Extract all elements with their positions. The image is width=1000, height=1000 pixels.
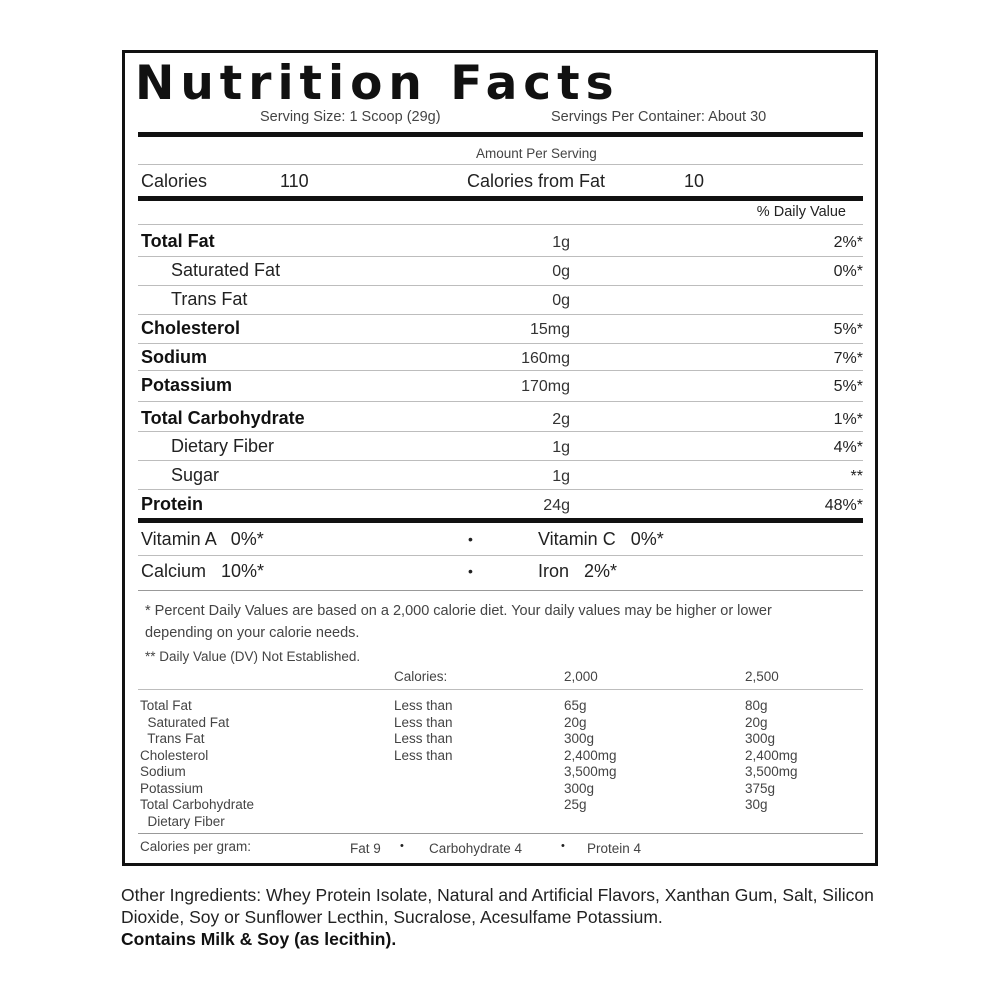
bullet-separator: • bbox=[468, 563, 473, 579]
calcium: Calcium 10%* bbox=[141, 561, 265, 581]
vitamin-a: Vitamin A 0%* bbox=[141, 529, 264, 549]
amount-per-serving: Amount Per Serving bbox=[476, 146, 597, 161]
iron: Iron 2%* bbox=[538, 561, 618, 581]
nutrient-daily-value: 1%* bbox=[833, 411, 863, 428]
percent-dv-footnote-line2: depending on your calorie needs. bbox=[145, 625, 360, 641]
calories-from-fat-label: Calories from Fat bbox=[467, 171, 606, 191]
nutrient-name: Cholesterol bbox=[141, 318, 241, 338]
ref-col1-values: 65g 20g 300g 2,400mg 3,500mg 300g 25g bbox=[564, 698, 617, 812]
nutrient-daily-value: 7%* bbox=[833, 350, 863, 367]
vitamin-c: Vitamin C 0%* bbox=[538, 529, 664, 549]
divider bbox=[138, 431, 863, 432]
bullet-separator: • bbox=[561, 840, 565, 852]
calories-label: Calories bbox=[141, 171, 208, 191]
nutrient-amount: 2g bbox=[552, 411, 570, 428]
percent-dv-footnote-line1: * Percent Daily Values are based on a 2,000 calorie diet. Your daily values may be higher or lower bbox=[145, 603, 772, 619]
nutrient-amount: 0g bbox=[552, 292, 570, 309]
nutrient-daily-value: 48%* bbox=[824, 497, 863, 514]
nutrient-daily-value: 5%* bbox=[833, 378, 863, 395]
divider bbox=[138, 285, 863, 286]
divider bbox=[138, 164, 863, 165]
ref-col2-values: 80g 20g 300g 2,400mg 3,500mg 375g 30g bbox=[745, 698, 798, 812]
divider bbox=[138, 314, 863, 315]
servings-per-container: Servings Per Container: About 30 bbox=[551, 109, 767, 125]
dv-not-established-footnote: ** Daily Value (DV) Not Established. bbox=[145, 649, 361, 664]
nutrient-name: Total Fat bbox=[141, 231, 215, 251]
ref-calories-header: Calories: bbox=[394, 669, 448, 684]
nutrient-amount: 170mg bbox=[521, 378, 570, 395]
serving-size: Serving Size: 1 Scoop (29g) bbox=[260, 109, 441, 125]
divider bbox=[138, 689, 863, 690]
divider bbox=[138, 343, 863, 344]
ref-col1-header: 2,000 bbox=[564, 669, 598, 684]
bullet-separator: • bbox=[468, 531, 473, 547]
nutrient-amount: 15mg bbox=[529, 321, 570, 338]
allergen-statement: Contains Milk & Soy (as lecithin). bbox=[121, 929, 397, 949]
bullet-separator: • bbox=[400, 840, 404, 852]
cpg-protein: Protein 4 bbox=[587, 841, 642, 856]
divider bbox=[138, 460, 863, 461]
nutrient-name: Trans Fat bbox=[171, 289, 248, 309]
nutrient-amount: 1g bbox=[552, 468, 570, 485]
nutrient-daily-value: 4%* bbox=[833, 439, 863, 456]
nutrient-name: Potassium bbox=[141, 375, 233, 395]
nutrient-name: Sugar bbox=[171, 465, 220, 485]
nutrient-amount: 160mg bbox=[521, 350, 570, 367]
ref-col2-header: 2,500 bbox=[745, 669, 779, 684]
nutrient-name: Protein bbox=[141, 494, 204, 514]
nutrient-daily-value: ** bbox=[850, 468, 863, 485]
divider bbox=[138, 833, 863, 834]
ingredients-block bbox=[121, 884, 891, 950]
calories-from-fat-value: 10 bbox=[684, 171, 705, 191]
divider bbox=[138, 401, 863, 402]
nutrient-name: Saturated Fat bbox=[171, 260, 281, 280]
divider bbox=[138, 224, 863, 225]
divider bbox=[138, 518, 863, 523]
divider bbox=[138, 370, 863, 371]
daily-value-header: % Daily Value bbox=[756, 204, 846, 220]
nutrient-name: Dietary Fiber bbox=[171, 436, 275, 456]
nutrient-amount: 1g bbox=[552, 234, 570, 251]
divider bbox=[138, 489, 863, 490]
ref-limits: Less than Less than Less than Less than bbox=[394, 698, 453, 763]
nutrient-name: Total Carbohydrate bbox=[141, 408, 305, 428]
nutrient-name: Sodium bbox=[141, 347, 207, 367]
ref-nutrient-names: Total Fat Saturated Fat Trans Fat Cholesterol Sodium Potassium Total Carbohydrate Dietary Fiber bbox=[140, 698, 255, 829]
divider bbox=[138, 196, 863, 201]
divider bbox=[138, 590, 863, 591]
nutrient-daily-value: 2%* bbox=[833, 234, 863, 251]
nutrient-daily-value: 5%* bbox=[833, 321, 863, 338]
nutrient-amount: 1g bbox=[552, 439, 570, 456]
nutrient-amount: 0g bbox=[552, 263, 570, 280]
cpg-fat: Fat 9 bbox=[350, 841, 381, 856]
divider bbox=[138, 555, 863, 556]
nutrient-amount: 24g bbox=[543, 497, 570, 514]
calories-value: 110 bbox=[280, 171, 309, 191]
divider bbox=[138, 256, 863, 257]
other-ingredients-text: Other Ingredients: Whey Protein Isolate, Natural and Artificial Flavors, Xanthan Gum, Salt, Silicon Dioxide, Soy or Sunflower Lecthin, Sucralose, Acesulfame Potassium. bbox=[121, 885, 874, 927]
label-title: Nutrition Facts bbox=[135, 56, 620, 111]
divider bbox=[138, 132, 863, 137]
nutrient-daily-value: 0%* bbox=[833, 263, 863, 280]
calories-per-gram-label: Calories per gram: bbox=[140, 839, 252, 854]
cpg-carbohydrate: Carbohydrate 4 bbox=[429, 841, 523, 856]
